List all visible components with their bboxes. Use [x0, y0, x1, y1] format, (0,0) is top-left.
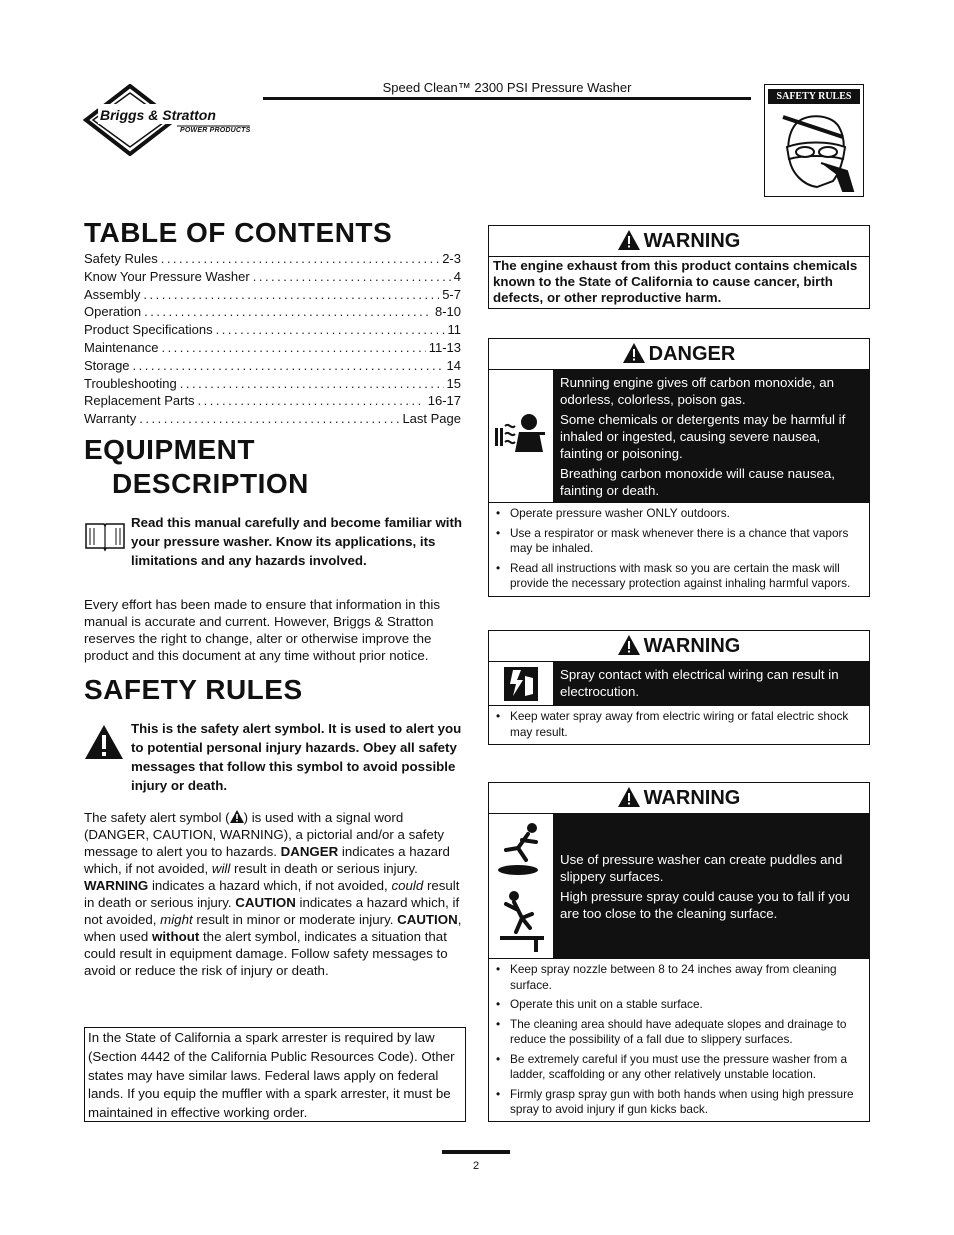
list-item: • Operate this unit on a stable surface. — [493, 997, 865, 1013]
box-header: WARNING — [489, 226, 869, 257]
logo-name: Briggs & Stratton — [100, 107, 216, 123]
safety-rules-badge — [764, 84, 864, 197]
slip-bullets — [489, 958, 869, 1124]
box-header: WARNING — [489, 783, 869, 814]
footer-bar — [442, 1150, 510, 1154]
danger-triangle-icon — [623, 343, 645, 363]
electrical-text: Spray contact with electrical wiring can result in electrocution. — [554, 662, 869, 705]
list-item: • Keep spray nozzle between 8 to 24 inches away from cleaning surface. — [493, 962, 865, 993]
list-item: • Use a respirator or mask whenever there is a chance that vapors may be inhaled. — [493, 526, 865, 557]
slip-hazard-icon — [496, 820, 546, 878]
box-header: WARNING — [489, 631, 869, 662]
slip-text: Use of pressure washer can create puddles and slippery surfaces. High pressure spray could cause you to fall if you are too close to the cleaning surface. — [554, 814, 869, 958]
danger-box-carbon-monoxide — [488, 338, 870, 597]
alert-note: This is the safety alert symbol. It is used to alert you to potential personal injury hazards. Obey all safety messages that follow this symbol to avoid possible injury or death. — [131, 721, 462, 793]
safety-explanation: The safety alert symbol ( ) is used with a signal word (DANGER, CAUTION, WARNING), a pictorial and/or a safety message to alert you to hazards. DANGER indicates a hazard which, if not avoided, will result in death or serious injury. WARNING indicates a hazard which, if not avoided, could result in death or serious injury. CAUTION indicates a hazard which, if not avoided, might result in minor or moderate injury. CAUTION, when used without the alert symbol, indicates a situation that could result in equipment damage. Follow safety messages to avoid or reduce the risk of injury or death. — [84, 810, 462, 978]
safety-heading: SAFETY RULES — [84, 674, 303, 705]
fall-hazard-icon — [496, 890, 546, 952]
toc-heading: TABLE OF CONTENTS — [84, 217, 393, 248]
danger-text: Running engine gives off carbon monoxide, an odorless, colorless, poison gas. Some chemicals or detergents may be harmful if inhaled or ingested, causing severe nausea, fainting or poisoning. Breathing carbon monoxide will cause nausea, fainting or death. — [554, 370, 869, 502]
logo-sub: POWER PRODUCTS — [180, 127, 251, 134]
equipment-heading-2: DESCRIPTION — [112, 468, 309, 499]
warning-triangle-icon — [618, 787, 640, 807]
toc-item[interactable]: Product Specifications ..... 11 — [84, 322, 461, 340]
inline-alert-icon — [230, 810, 244, 823]
toc-item[interactable]: Warranty ..... Last Page — [84, 411, 461, 429]
electric-shock-icon — [503, 666, 539, 702]
toc-item[interactable]: Storage ..... 14 — [84, 358, 461, 376]
exhaust-warning-text: The engine exhaust from this product contains chemicals known to the State of California to cause cancer, birth defects, or other reproductive harm. — [493, 258, 858, 305]
safety-badge-label: SAFETY RULES — [768, 89, 860, 104]
toc-item[interactable]: Assembly ..... 5-7 — [84, 287, 461, 305]
california-notice: In the State of California a spark arrester is required by law (Section 4442 of the California Public Resources Code). Other states may have similar laws. Federal laws apply on federal lands. If you equip the muffler with a spark arrester, it must be maintained in effective working order. — [84, 1027, 466, 1122]
danger-hazard-row — [489, 370, 869, 502]
slip-hazard-row — [489, 814, 869, 958]
toc-item[interactable]: Troubleshooting ..... 15 — [84, 376, 461, 394]
icon-cell — [489, 662, 554, 705]
list-item: • Be extremely careful if you must use the pressure washer from a ladder, scaffolding or any other relatively unstable location. — [493, 1052, 865, 1083]
toc-item[interactable]: Know Your Pressure Washer ..... 4 — [84, 269, 461, 287]
list-item: • Read all instructions with mask so you are certain the mask will provide the necessary protection against inhaling harmful vapors. — [493, 561, 865, 592]
box-header: DANGER — [489, 339, 869, 370]
electrical-hazard-row — [489, 662, 869, 705]
icon-cell — [489, 370, 554, 502]
warning-box-electrical — [488, 630, 870, 745]
toc-item[interactable]: Operation ..... 8-10 — [84, 304, 461, 322]
face-shield-icon — [773, 107, 857, 193]
equipment-heading-1: EQUIPMENT — [84, 434, 255, 465]
header-rule — [263, 97, 751, 100]
toxic-fumes-icon — [493, 408, 549, 464]
list-item: • Firmly grasp spray gun with both hands when using high pressure spray to avoid injury if gun kicks back. — [493, 1087, 865, 1118]
manual-note: Read this manual carefully and become familiar with your pressure washer. Know its applications, its limitations and any hazards involved. — [131, 515, 463, 568]
warning-box-slippery — [488, 782, 870, 1122]
toc-item[interactable]: Maintenance ..... 11-13 — [84, 340, 461, 358]
header-title: Speed Clean™ 2300 PSI Pressure Washer — [382, 80, 632, 95]
toc-item[interactable]: Replacement Parts ..... 16-17 — [84, 393, 461, 411]
list-item: • Operate pressure washer ONLY outdoors. — [493, 506, 865, 522]
warning-triangle-icon — [618, 635, 640, 655]
toc-item[interactable]: Safety Rules ..... 2-3 — [84, 251, 461, 269]
warning-triangle-icon — [618, 230, 640, 250]
danger-bullets — [489, 502, 869, 598]
page-number: 2 — [472, 1160, 480, 1172]
list-item: • The cleaning area should have adequate slopes and drainage to reduce the possibility of a fall due to slippery surfaces. — [493, 1017, 865, 1048]
safety-alert-icon — [84, 724, 124, 760]
warning-box-exhaust — [488, 225, 870, 309]
list-item: • Keep water spray away from electric wiring or fatal electric shock may result. — [493, 709, 865, 740]
electrical-bullets — [489, 705, 869, 746]
icon-cell — [489, 814, 554, 958]
manual-book-icon — [84, 520, 126, 552]
toc-list — [84, 251, 461, 429]
equipment-body: Every effort has been made to ensure that information in this manual is accurate and current. However, Briggs & Stratton reserves the right to change, alter or otherwise improve the product and this document at any time without prior notice. — [84, 597, 441, 663]
